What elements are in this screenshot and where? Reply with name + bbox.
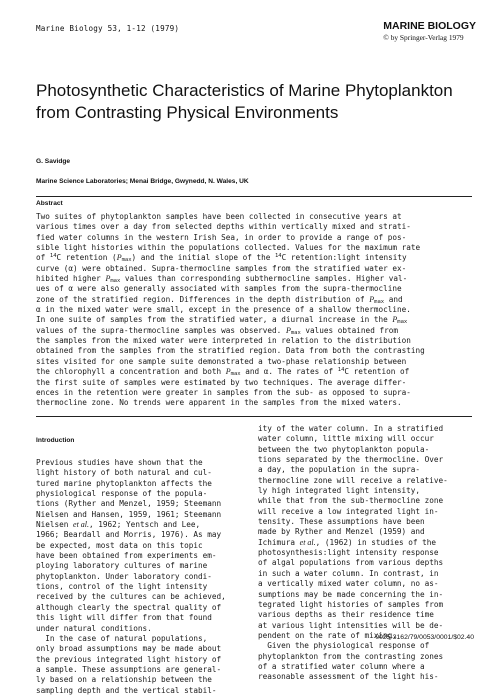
abstract-line [36,357,476,367]
italic-text: et al. [73,520,90,530]
italic-text: et al. [299,537,316,547]
text-run: 1966; Beardall and Morris, 1976). As may [36,530,222,540]
text-line [36,561,241,571]
masthead-title: MARINE BIOLOGY [383,20,476,32]
text-run: ly based on a relationship between the [36,675,212,685]
abstract-line [36,222,476,232]
title-line: from Contrasting Physical Environments [36,103,339,122]
text-line [258,600,480,610]
text-line [36,541,241,551]
text-line [258,590,480,600]
author-name: G. Savidge [36,158,71,165]
text-run: will receive a low integrated light in- [258,506,439,516]
subscript: max [110,278,121,285]
text-run: In the case of natural populations, [36,633,208,643]
text-line [258,579,480,589]
author-affiliation: Marine Science Laboratories; Menai Bridge, Gwynedd, N. Wales, UK [36,178,249,185]
text-run: the first suite of samples were estimated by two techniques. The average differ- [36,377,407,387]
superscript: 14 [337,367,345,374]
text-line [36,613,241,623]
text-line [36,675,241,685]
text-line [258,465,480,475]
text-line [36,551,241,561]
text-run: various times over a day from selected depths within vertically mixed and strati- [36,222,411,232]
subscript: max [374,298,385,305]
text-line [36,499,241,509]
text-run: sampling depth and the vertical stabil- [36,685,217,695]
text-line [258,455,480,465]
text-line [36,458,241,468]
text-run: values obtained from [300,325,398,335]
text-run: hibited higher [36,274,106,284]
abstract-line [36,315,476,325]
text-run: light history of both natural and cul- [36,468,212,478]
abstract-line [36,212,476,222]
text-run: ploying laboratory cultures of marine [36,561,208,571]
text-run: a sample. These assumptions are general- [36,664,222,674]
text-run: under natural conditions. [36,623,152,633]
text-run: In one suite of samples from the stratified water, a diurnal increase in the [36,315,393,325]
text-line [258,538,480,548]
text-run: tured marine phytoplankton affects the [36,478,212,488]
abstract-line [36,243,476,253]
text-run: obtained from the samples from the stratified region. Data from both the contrasting [36,346,425,356]
text-run: Ichimura [258,537,300,547]
abstract-line [36,388,476,398]
text-run: Previous studies have shown that the [36,458,203,467]
text-run: the chlorophyll a concentration and both [36,367,226,377]
text-run: this light will differ from that found [36,613,212,623]
journal-reference: Marine Biology 53, 1-12 (1979) [36,24,180,33]
masthead-copyright: © by Springer-Verlag 1979 [383,33,464,42]
text-run: water column, little mixing will occur [258,434,434,444]
text-run: made by Ryther and Menzel (1959) and [258,527,425,537]
text-run: various depths as their residence time [258,610,434,620]
text-line [36,634,241,644]
subscript: max [397,319,408,326]
journal-masthead [383,20,476,42]
subscript: max [230,371,241,378]
text-run: and α. The rates of [240,367,338,377]
text-run: α in the mixed water were small, except in the presence of a shallow thermocline. [36,305,411,315]
text-run: while that from the sub-thermocline zone [258,496,444,506]
text-line [36,520,241,530]
text-run: physiological response of the popula- [36,489,208,499]
text-line [258,424,480,434]
abstract-heading: Abstract [36,200,63,207]
text-line [258,652,480,662]
text-run: the samples from the mixed water were interpreted in relation to the distribution [36,336,411,346]
italic-text: P [285,325,291,335]
text-run: zone of the stratified region. Differences in the depth distribution of [36,294,370,304]
text-line [258,672,480,682]
text-run: Given the physiological response of [258,641,430,651]
abstract-line [36,326,476,336]
text-run: ity of the water column. In a stratified [258,424,444,433]
text-run: ly high integrated light intensity, [258,486,420,496]
text-line [258,548,480,558]
text-run: received by the cultures can be achieved, [36,592,226,602]
text-run: Nielsen and Hansen, 1959, 1961; Steemann [36,509,222,519]
superscript: 14 [275,253,282,260]
text-run: thermocline zone. No trends were apparent in the samples from the mixed waters. [36,398,402,408]
text-line [258,476,480,486]
text-line [258,496,480,506]
text-run: and [384,294,403,304]
abstract-line [36,274,476,284]
text-run: tions, control of the light intensity [36,582,208,592]
abstract-line [36,336,476,346]
title-line: Photosynthetic Characteristics of Marine Phytoplankton [36,81,453,100]
text-line [36,572,241,582]
italic-text: P [225,367,231,377]
text-run: Nielsen [36,520,74,530]
abstract-line [36,398,476,408]
text-line [258,517,480,527]
text-run: have been obtained from experiments em- [36,551,217,561]
text-run: C retention:light intensity [281,253,407,263]
text-line [36,530,241,540]
text-line [258,445,480,455]
divider-top [36,196,472,197]
abstract-line [36,233,476,243]
text-run: reasonable assessment of the light his- [258,672,439,682]
text-line [258,507,480,517]
text-run: phytoplankton from the contrasting zones [258,651,444,661]
text-run: ences in the retention were greater in samples from the sub- as opposed to supra- [36,387,411,397]
text-run: curve (α) were obtained. Supra-thermocline samples from the stratified water ex- [36,263,407,273]
text-run: the previous integrated light history of [36,654,222,664]
text-line [258,621,480,631]
text-run: ues of α were also generally associated with samples from the supra-thermocline [36,284,402,294]
italic-text: P [392,315,398,325]
text-run: Two suites of phytoplankton samples have been collected in consecutive years at [36,212,402,221]
text-line [36,479,241,489]
text-run: phytoplankton. Under laboratory condi- [36,571,212,581]
text-line [36,510,241,520]
text-run: sites visited for one sample suite demonstrated a two-phase relationship between [36,356,407,366]
abstract-body [36,212,476,409]
text-run: only broad assumptions may be made about [36,644,222,654]
abstract-line [36,378,476,388]
italic-text: P [116,253,122,263]
text-run: of [36,253,50,263]
article-title [36,80,456,124]
text-run: a day, the population in the supra- [258,465,420,475]
text-line [36,655,241,665]
text-run: values of the supra-thermocline samples was observed. [36,325,286,335]
text-run: sible light histories within the populations collected. Values for the maximum rate [36,243,421,253]
text-run: C retention ( [56,253,117,263]
text-run: , (1962) in studies of the [315,537,436,547]
abstract-line [36,253,476,263]
text-line [36,665,241,675]
text-run: ) and the initial slope of the [131,253,275,263]
abstract-line [36,305,476,315]
text-line [36,468,241,478]
italic-text: P [105,274,111,284]
text-line [36,489,241,499]
text-line [36,582,241,592]
text-run: of a stratified water column where a [258,661,425,671]
text-line [258,662,480,672]
text-run: between the two phytoplankton popula- [258,444,430,454]
abstract-line [36,367,476,377]
text-line [36,686,241,696]
text-run: pendent on the rate of mixing. [258,630,397,640]
text-line [258,569,480,579]
text-run: values than corresponding subthermocline samples. Higher val- [120,274,408,284]
text-run: at various light intensities will be de- [258,620,444,630]
text-line [36,592,241,602]
text-line [258,486,480,496]
text-run: , 1962; Yentsch and Lee, [89,520,201,530]
italic-text: P [369,294,375,304]
text-run: of algal populations from various depths [258,558,444,568]
text-line [258,558,480,568]
text-run: C retention of [344,367,410,377]
text-line [258,641,480,651]
text-line [258,610,480,620]
text-run: fied water columns in the western Irish Sea, in order to provide a range of pos- [36,232,407,242]
text-run: thermocline zone will receive a relative- [258,475,448,485]
text-run: tions (Ryther and Menzel, 1959; Steemann [36,499,222,509]
subscript: max [290,329,301,336]
text-line [36,624,241,634]
text-line [36,603,241,613]
introduction-left-column [36,458,241,696]
divider-bottom [36,416,472,417]
text-run: although clearly the spectral quality of [36,602,222,612]
text-run: be expected, most data on this topic [36,540,203,550]
article-code: 0025-3162/79/0053/0001/$02.40 [375,634,474,641]
abstract-line [36,264,476,274]
text-run: in such a water column. In contrast, in [258,568,439,578]
text-run: sumptions may be made concerning the in- [258,589,444,599]
abstract-line [36,284,476,294]
superscript: 14 [49,253,57,260]
text-line [258,434,480,444]
text-run: a vertically mixed water column, no as- [258,579,439,589]
text-line [258,527,480,537]
text-line [36,644,241,654]
text-run: photosynthesis:light intensity response [258,548,439,558]
subscript: max [121,257,132,264]
abstract-line [36,295,476,305]
text-run: tensity. These assumptions have been [258,517,425,527]
introduction-heading: Introduction [36,437,75,444]
introduction-right-column [258,424,480,683]
text-run: tions separated by the thermocline. Over [258,455,444,465]
abstract-line [36,346,476,356]
text-run: tegrated light histories of samples from [258,599,444,609]
